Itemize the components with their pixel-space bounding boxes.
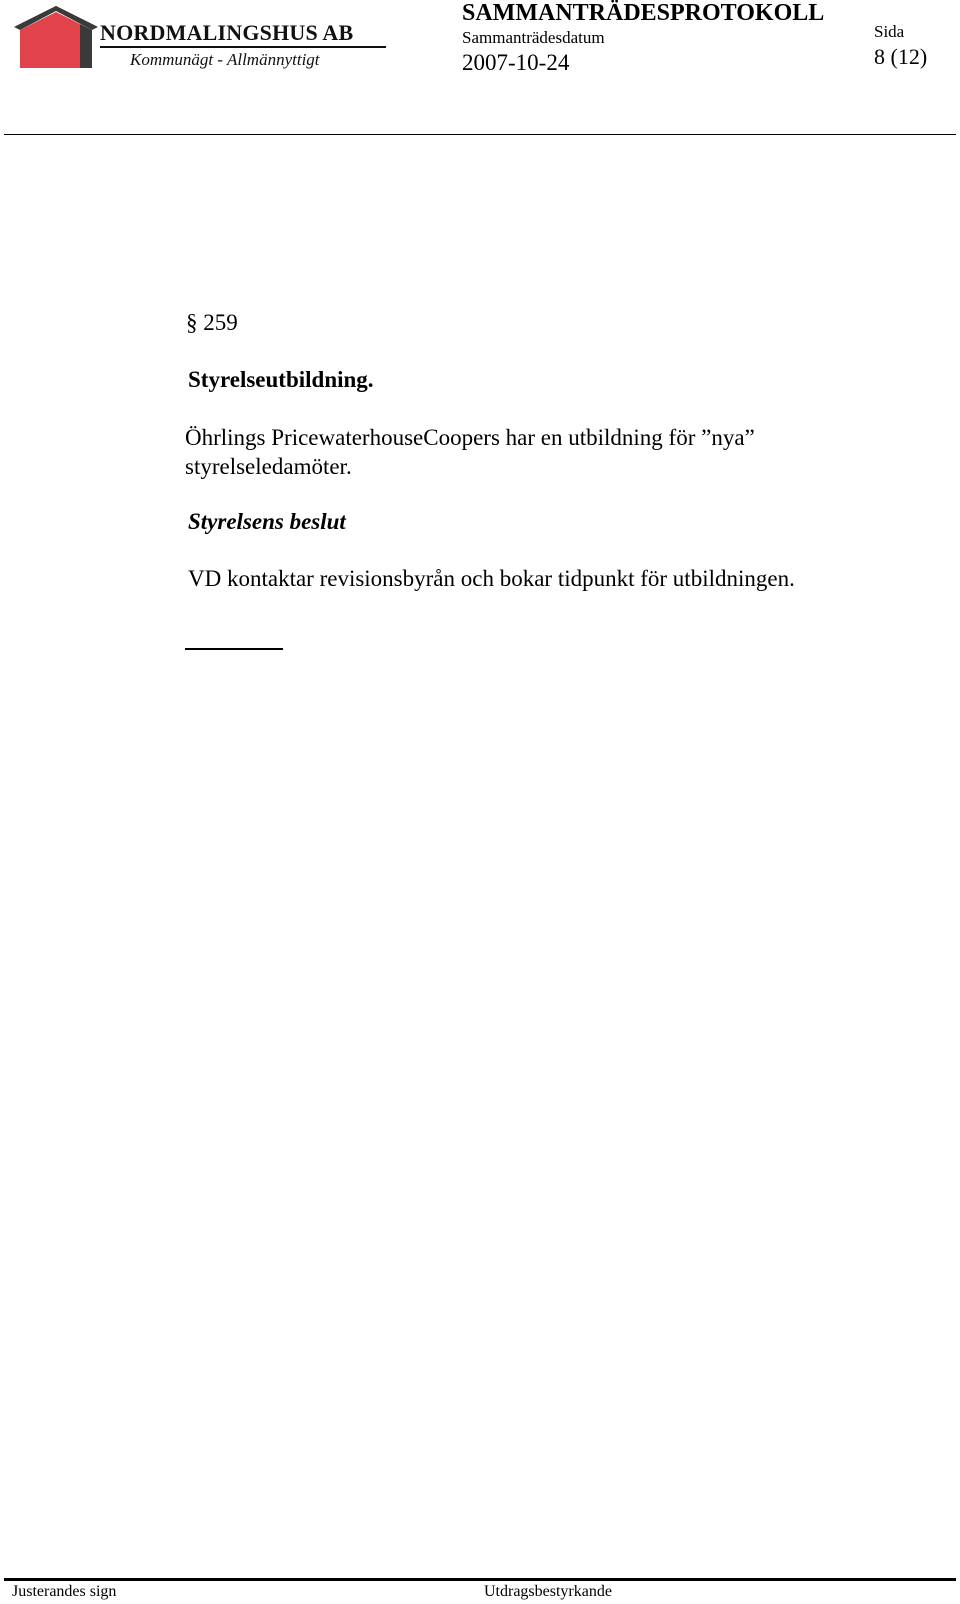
document-title: SAMMANTRÄDESPROTOKOLL bbox=[462, 0, 825, 26]
decision-heading: Styrelsens beslut bbox=[188, 509, 346, 534]
page-label: Sida bbox=[874, 22, 905, 41]
paragraph-number: § 259 bbox=[186, 310, 238, 335]
footer-divider bbox=[4, 1578, 956, 1581]
meeting-date-value: 2007-10-24 bbox=[462, 50, 570, 75]
section-end-rule bbox=[185, 648, 283, 650]
company-logo bbox=[14, 6, 374, 72]
page-number: 8 (12) bbox=[874, 44, 928, 69]
header-divider bbox=[4, 134, 956, 135]
section-title: Styrelseutbildning. bbox=[188, 367, 374, 392]
meeting-date-label: Sammanträdesdatum bbox=[462, 28, 605, 47]
logo-divider bbox=[100, 46, 386, 48]
footer-utdrag-label: Utdragsbestyrkande bbox=[484, 1583, 612, 1600]
company-tagline: Kommunägt - Allmännyttigt bbox=[130, 50, 320, 69]
company-name: NORDMALINGSHUS AB bbox=[100, 20, 354, 45]
footer-justering-label: Justerandes sign bbox=[12, 1583, 117, 1600]
section-body: Öhrlings PricewaterhouseCoopers har en utbildning för ”nya” styrelseledamöter. bbox=[185, 425, 755, 479]
decision-text: VD kontaktar revisionsbyrån och bokar tidpunkt för utbildningen. bbox=[188, 566, 795, 591]
house-logo-icon bbox=[14, 6, 98, 72]
